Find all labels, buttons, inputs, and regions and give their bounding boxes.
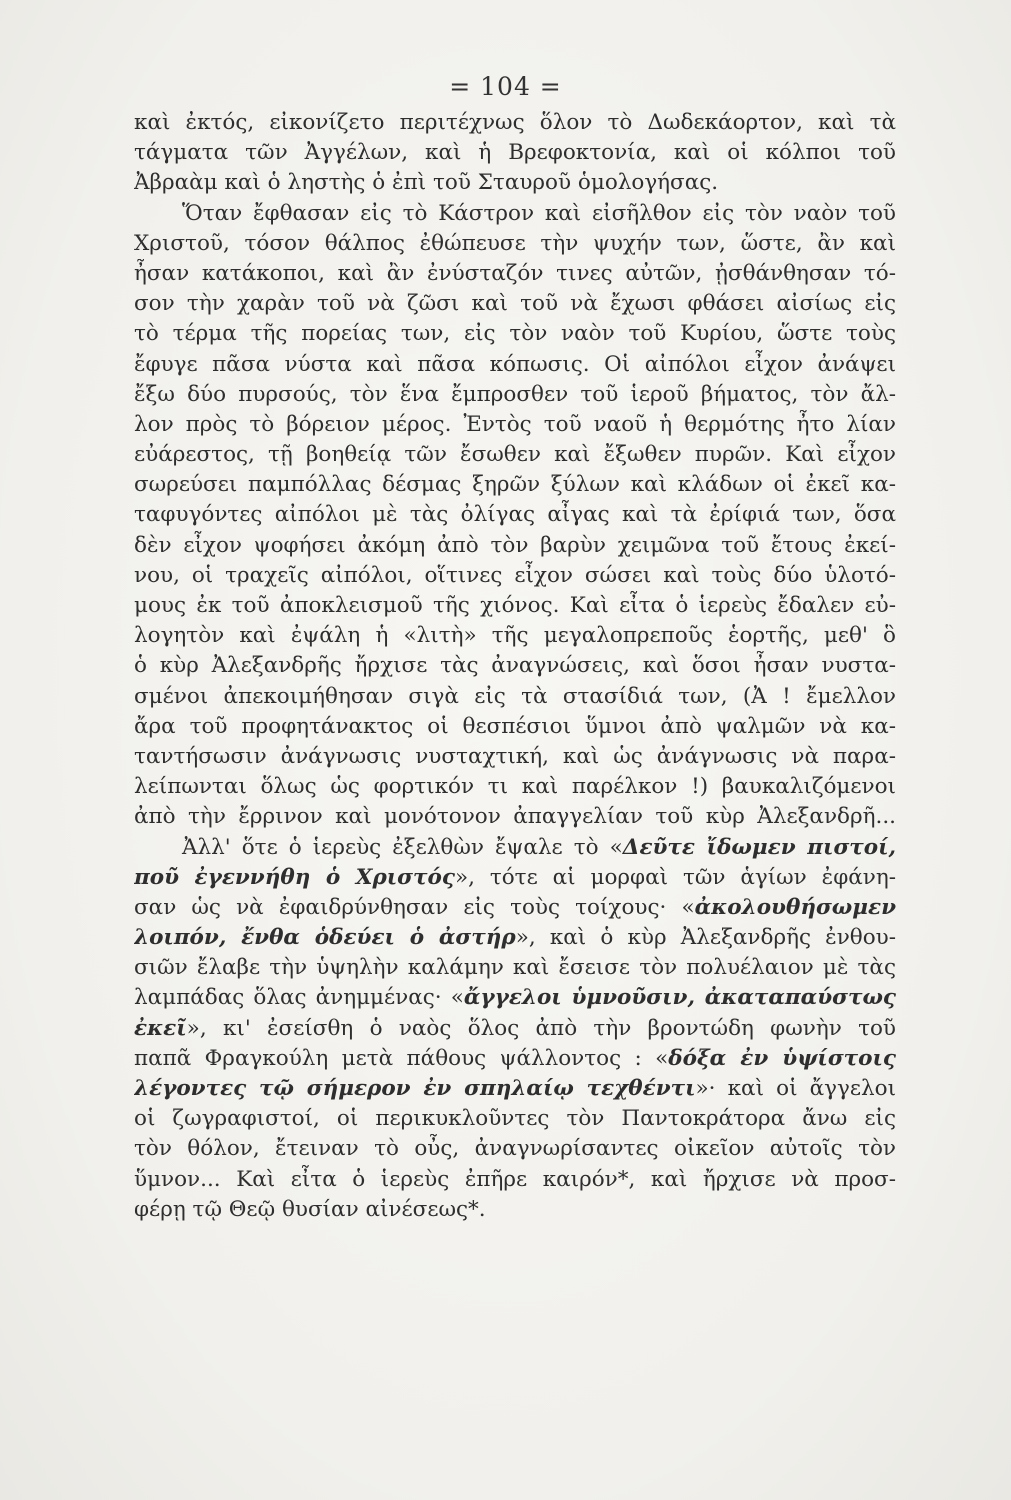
emphasized-text: ἀκολουθήσωμεν	[694, 894, 896, 920]
text-segment: δὲν εἶχον ψοφήσει ἀκόμη ἀπὸ τὸν βαρὺν χειμῶνα τοῦ ἔτους ἐκεί-	[134, 532, 896, 558]
text-line	[134, 1104, 896, 1134]
text-line	[134, 953, 896, 983]
text-segment: Ἀλλ' ὅτε ὁ ἱερεὺς ἐξελθὼν ἔψαλε τὸ «	[182, 834, 623, 860]
text-segment: λαμπάδας ὅλας ἀνημμένας· «	[134, 985, 464, 1011]
text-segment: Ἀβραὰμ καὶ ὁ ληστὴς ὁ ἐπὶ τοῦ Σταυροῦ ὁμολογήσας.	[134, 170, 719, 196]
emphasized-text: δόξα ἐν ὑψίστοις	[668, 1045, 896, 1071]
text-line	[134, 591, 896, 621]
text-line	[134, 651, 896, 681]
text-segment: ἔξω δύο πυρσούς, τὸν ἕνα ἔμπροσθεν τοῦ ἱεροῦ βήματος, τὸν ἄλ-	[134, 381, 896, 407]
text-segment: », τότε αἱ μορφαὶ τῶν ἁγίων ἐφάνη-	[454, 864, 896, 890]
text-segment: ὕμνον... Καὶ εἶτα ὁ ἱερεὺς ἐπῆρε καιρόν*, καὶ ἤρχισε νὰ προσ-	[134, 1166, 896, 1192]
text-line	[134, 863, 896, 893]
text-line	[134, 380, 896, 410]
text-segment: νου, οἱ τραχεῖς αἰπόλοι, οἵτινες εἶχον σώσει καὶ τοὺς δύο ὑλοτό-	[134, 562, 896, 588]
text-segment: Χριστοῦ, τόσον θάλπος ἐθώπευσε τὴν ψυχήν των, ὥστε, ἂν καὶ	[134, 230, 896, 256]
text-segment: καὶ ἐκτός, εἰκονίζετο περιτέχνως ὅλον τὸ Δωδεκάορτον, καὶ τὰ	[134, 110, 896, 135]
emphasized-text: λοιπόν, ἔνθα ὁδεύει ὁ ἀστήρ	[134, 925, 516, 951]
text-line	[134, 531, 896, 561]
text-segment: ἄρα τοῦ προφητάνακτος οἱ θεσπέσιοι ὕμνοι ἀπὸ ψαλμῶν νὰ κα-	[134, 713, 896, 739]
text-segment: σον τὴν χαρὰν τοῦ νὰ ζῶσι καὶ τοῦ νὰ ἔχωσι φθάσει αἰσίως εἰς	[134, 291, 896, 317]
text-segment: σαν ὡς νὰ ἐφαιδρύνθησαν εἰς τοὺς τοίχους· «	[134, 894, 695, 920]
text-segment: λείπωνται ὅλως ὡς φορτικόν τι καὶ παρέλκον !) βαυκαλιζόμενοι	[134, 774, 896, 800]
text-segment: τάγματα τῶν Ἀγγέλων, καὶ ἡ Βρεφοκτονία, καὶ οἱ κόλποι τοῦ	[134, 140, 896, 166]
text-line	[134, 983, 896, 1013]
text-segment: λογητὸν καὶ ἐψάλη ἡ «λιτὴ» τῆς μεγαλοπρεποῦς ἑορτῆς, μεθ' ὃ	[134, 623, 896, 649]
text-line	[134, 621, 896, 651]
text-line	[134, 470, 896, 500]
text-segment: παπᾶ Φραγκούλη μετὰ πάθους ψάλλοντος : «	[134, 1045, 669, 1071]
text-segment: Ὅταν ἔφθασαν εἰς τὸ Κάστρον καὶ εἰσῆλθον εἰς τὸν ναὸν τοῦ	[182, 200, 896, 226]
text-segment: », καὶ ὁ κὺρ Ἀλεξανδρῆς ἐνθου-	[515, 925, 896, 951]
emphasized-text: λέγοντες τῷ σήμερον ἐν σπηλαίῳ τεχθέντι	[134, 1076, 696, 1101]
text-segment: τὸ τέρμα τῆς πορείας των, εἰς τὸν ναὸν τοῦ Κυρίου, ὥστε τοὺς	[134, 321, 896, 347]
text-line	[134, 410, 896, 440]
text-line	[134, 138, 896, 168]
text-segment: φέρῃ τῷ Θεῷ θυσίαν αἰνέσεως*.	[134, 1196, 486, 1222]
text-segment: ταφυγόντες αἰπόλοι μὲ τὰς ὀλίγας αἶγας καὶ τὰ ἐρίφιά των, ὅσα	[134, 502, 896, 528]
text-line	[134, 108, 896, 138]
text-line	[134, 712, 896, 742]
text-segment: ἔφυγε πᾶσα νύστα καὶ πᾶσα κόπωσις. Οἱ αἰπόλοι εἶχον ἀνάψει	[134, 351, 896, 377]
text-segment: σιῶν ἔλαβε τὴν ὑψηλὴν καλάμην καὶ ἔσεισε τὸν πολυέλαιον μὲ τὰς	[134, 955, 896, 981]
text-line	[134, 1074, 896, 1104]
text-segment: μους ἐκ τοῦ ἀποκλεισμοῦ τῆς χιόνος. Καὶ εἶτα ὁ ἱερεὺς ἔδαλεν εὐ-	[134, 593, 896, 618]
text-line	[134, 682, 896, 712]
text-line	[134, 229, 896, 259]
text-segment: ὁ κὺρ Ἀλεξανδρῆς ἤρχισε τὰς ἀναγνώσεις, καὶ ὅσοι ἦσαν νυστα-	[134, 653, 896, 679]
text-line	[134, 1165, 896, 1195]
text-segment: »· καὶ οἱ ἄγγελοι	[695, 1076, 896, 1101]
text-line	[134, 893, 896, 923]
emphasized-text: Δεῦτε ἴδωμεν πιστοί,	[622, 834, 896, 860]
text-segment: σωρεύσει παμπόλλας δέσμας ξηρῶν ξύλων καὶ κλάδων οἱ ἐκεῖ κα-	[134, 472, 896, 498]
text-segment: οἱ ζωγραφιστοί, οἱ περικυκλοῦντες τὸν Παντοκράτορα ἄνω εἰς	[134, 1106, 896, 1132]
text-line	[134, 1044, 896, 1074]
text-line	[134, 500, 896, 530]
text-line	[134, 923, 896, 953]
emphasized-text: ποῦ ἐγεννήθη ὁ Χριστός	[134, 864, 455, 890]
text-line	[134, 259, 896, 289]
body-text	[134, 108, 896, 1225]
text-segment: ἀπὸ τὴν ἔρρινον καὶ μονότονον ἀπαγγελίαν τοῦ κὺρ Ἀλεξανδρῆ...	[134, 804, 896, 830]
text-segment: λον πρὸς τὸ βόρειον μέρος. Ἐντὸς τοῦ ναοῦ ἡ θερμότης ἦτο λίαν	[134, 411, 896, 437]
text-line	[134, 350, 896, 380]
text-segment: », κι' ἐσείσθη ὁ ναὸς ὅλος ἀπὸ τὴν βροντώδη φωνὴν τοῦ	[186, 1015, 896, 1041]
text-line	[134, 561, 896, 591]
text-line	[134, 319, 896, 349]
text-line	[134, 742, 896, 772]
text-line	[134, 440, 896, 470]
emphasized-text: ἄγγελοι ὑμνοῦσιν, ἀκαταπαύστως	[463, 985, 896, 1011]
text-segment: ἦσαν κατάκοποι, καὶ ἂν ἐνύσταζόν τινες αὐτῶν, ᾐσθάνθησαν τό-	[134, 260, 896, 286]
text-line	[134, 289, 896, 319]
page-number: = 104 =	[449, 72, 562, 101]
text-segment: σμένοι ἀπεκοιμήθησαν σιγὰ εἰς τὰ στασίδιά των, (Ἀ ! ἔμελλον	[134, 683, 896, 709]
text-segment: ταντήσωσιν ἀνάγνωσις νυσταχτική, καὶ ὡς ἀνάγνωσις νὰ παρα-	[134, 743, 896, 769]
text-line	[134, 199, 896, 229]
text-line	[134, 168, 896, 198]
text-line	[134, 1014, 896, 1044]
emphasized-text: ἐκεῖ	[134, 1015, 187, 1041]
text-line	[134, 772, 896, 802]
text-line	[134, 1195, 896, 1225]
text-line	[134, 1134, 896, 1164]
text-line	[134, 802, 896, 832]
text-line	[134, 833, 896, 863]
text-segment: εὐάρεστος, τῇ βοηθείᾳ τῶν ἔσωθεν καὶ ἔξωθεν πυρῶν. Καὶ εἶχον	[134, 442, 896, 468]
text-segment: τὸν θόλον, ἔτειναν τὸ οὖς, ἀναγνωρίσαντες οἰκεῖον αὐτοῖς τὸν	[134, 1136, 896, 1162]
